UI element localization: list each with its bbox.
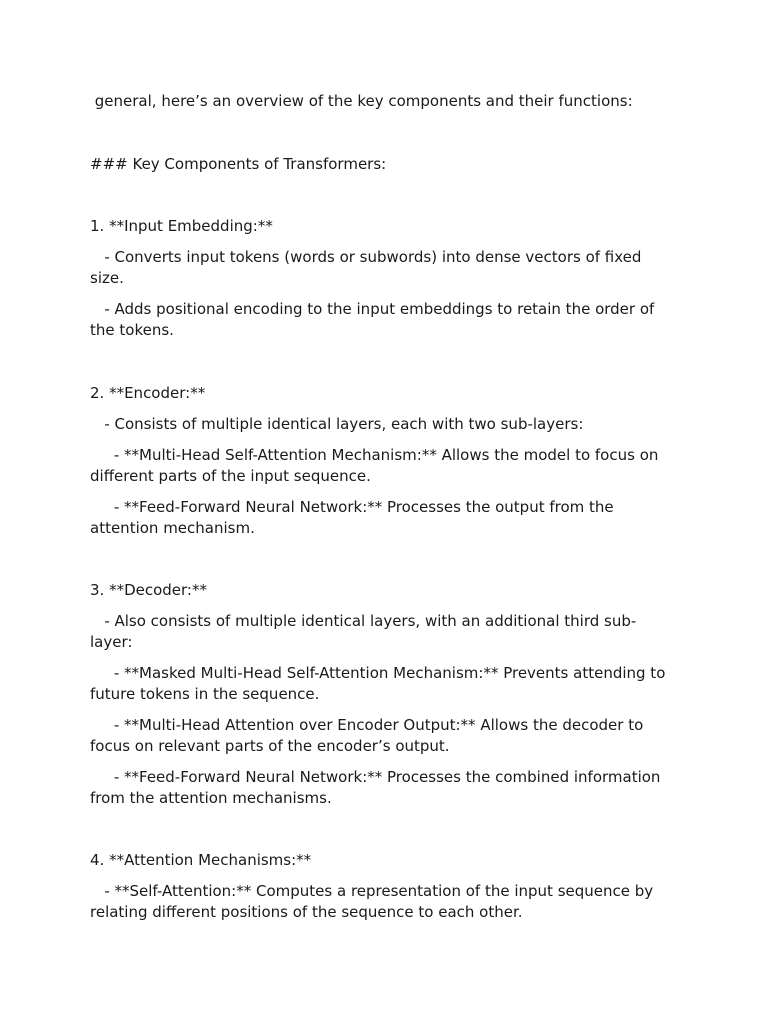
item-attention-mechanisms: 4. **Attention Mechanisms:** xyxy=(90,851,312,869)
sub-bullet-self-attention: - **Multi-Head Self-Attention Mechanism:** Allows the model to focus on different parts of the input sequence. xyxy=(90,446,664,485)
bullet-self-attention: - **Self-Attention:** Computes a representation of the input sequence by relating different positions of the sequence to each other. xyxy=(90,882,658,921)
item-decoder: 3. **Decoder:** xyxy=(90,581,207,599)
intro-line: general, here’s an overview of the key components and their functions: xyxy=(90,92,633,110)
item-encoder: 2. **Encoder:** xyxy=(90,384,206,402)
section-heading: ### Key Components of Transformers: xyxy=(90,155,387,173)
sub-bullet-feed-forward: - **Feed-Forward Neural Network:** Processes the output from the attention mechanism. xyxy=(90,498,619,537)
sub-bullet-masked-attention: - **Masked Multi-Head Self-Attention Mechanism:** Prevents attending to future tokens in the sequence. xyxy=(90,664,671,703)
sub-bullet-decoder-feed-forward: - **Feed-Forward Neural Network:** Processes the combined information from the attention mechanisms. xyxy=(90,768,666,807)
bullet-converts-tokens: - Converts input tokens (words or subwords) into dense vectors of fixed size. xyxy=(90,248,647,287)
item-input-embedding: 1. **Input Embedding:** xyxy=(90,217,273,235)
bullet-decoder-layers: - Also consists of multiple identical layers, with an additional third sub-layer: xyxy=(90,612,637,651)
sub-bullet-encoder-output-attention: - **Multi-Head Attention over Encoder Output:** Allows the decoder to focus on relevant parts of the encoder’s output. xyxy=(90,716,649,755)
bullet-positional-encoding: - Adds positional encoding to the input embeddings to retain the order of the tokens. xyxy=(90,300,660,339)
bullet-encoder-layers: - Consists of multiple identical layers, each with two sub-layers: xyxy=(90,415,584,433)
